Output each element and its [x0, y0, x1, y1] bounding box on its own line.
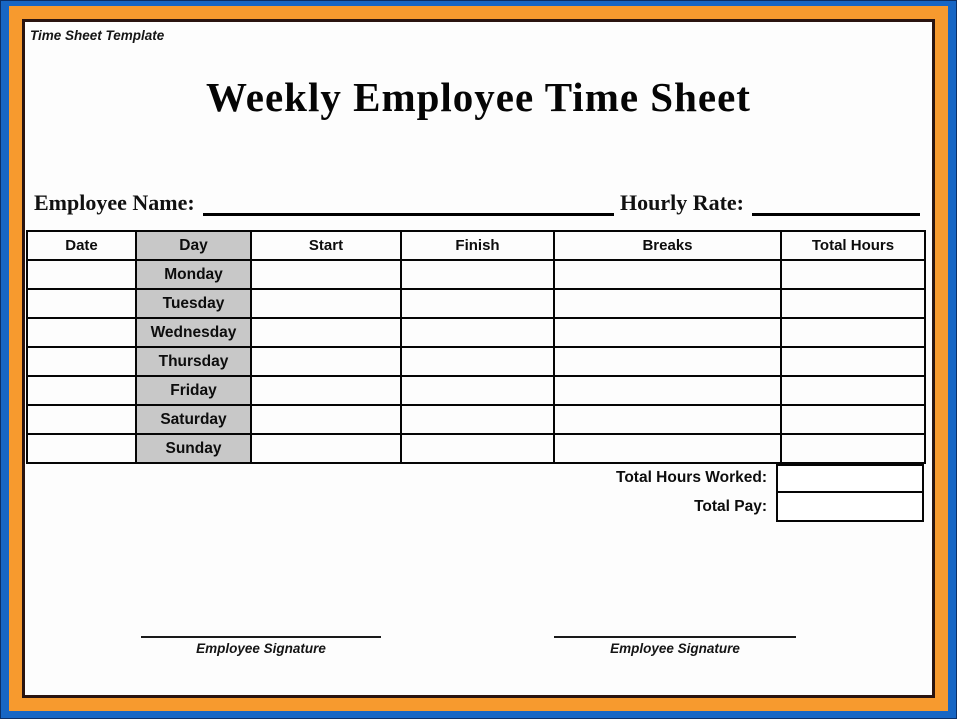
date-cell[interactable]	[27, 434, 136, 463]
total-hours-worked-box[interactable]	[776, 464, 924, 493]
employee-name-field[interactable]	[203, 189, 614, 216]
total-hours-cell[interactable]	[781, 347, 925, 376]
total-hours-worked-label: Total Hours Worked:	[616, 469, 767, 486]
col-header-start: Start	[251, 231, 401, 260]
start-cell[interactable]	[251, 289, 401, 318]
hourly-rate-field[interactable]	[752, 189, 920, 216]
breaks-cell[interactable]	[554, 260, 781, 289]
breaks-cell[interactable]	[554, 289, 781, 318]
col-header-finish: Finish	[401, 231, 554, 260]
total-hours-cell[interactable]	[781, 289, 925, 318]
signature-label-left: Employee Signature	[196, 641, 326, 656]
finish-cell[interactable]	[401, 347, 554, 376]
breaks-cell[interactable]	[554, 405, 781, 434]
header-row	[27, 231, 925, 260]
day-cell: Sunday	[136, 434, 251, 463]
col-header-total-hours: Total Hours	[781, 231, 925, 260]
start-cell[interactable]	[251, 318, 401, 347]
total-pay-label: Total Pay:	[694, 498, 767, 515]
timesheet-page	[22, 19, 935, 698]
total-hours-cell[interactable]	[781, 260, 925, 289]
signature-block-left	[141, 635, 381, 656]
start-cell[interactable]	[251, 347, 401, 376]
date-cell[interactable]	[27, 289, 136, 318]
date-cell[interactable]	[27, 260, 136, 289]
day-cell: Thursday	[136, 347, 251, 376]
finish-cell[interactable]	[401, 289, 554, 318]
signature-area	[25, 635, 932, 656]
date-cell[interactable]	[27, 405, 136, 434]
signature-label-right: Employee Signature	[610, 641, 740, 656]
finish-cell[interactable]	[401, 434, 554, 463]
table-row-sunday	[27, 434, 925, 463]
table-row-thursday	[27, 347, 925, 376]
table-row-monday	[27, 260, 925, 289]
finish-cell[interactable]	[401, 405, 554, 434]
start-cell[interactable]	[251, 434, 401, 463]
col-header-day: Day	[136, 231, 251, 260]
breaks-cell[interactable]	[554, 376, 781, 405]
start-cell[interactable]	[251, 376, 401, 405]
total-pay-box[interactable]	[776, 491, 924, 522]
timesheet-table	[26, 230, 926, 464]
template-watermark-label: Time Sheet Template	[30, 28, 165, 43]
table-row-friday	[27, 376, 925, 405]
day-cell: Wednesday	[136, 318, 251, 347]
finish-cell[interactable]	[401, 260, 554, 289]
start-cell[interactable]	[251, 260, 401, 289]
table-row-wednesday	[27, 318, 925, 347]
breaks-cell[interactable]	[554, 434, 781, 463]
total-pay-row	[26, 493, 924, 522]
signature-block-right	[554, 635, 796, 656]
hourly-rate-label: Hourly Rate:	[619, 190, 744, 215]
date-cell[interactable]	[27, 347, 136, 376]
orange-frame	[9, 6, 948, 711]
day-cell: Tuesday	[136, 289, 251, 318]
col-header-breaks: Breaks	[554, 231, 781, 260]
total-hours-worked-row	[26, 464, 924, 493]
finish-cell[interactable]	[401, 376, 554, 405]
page-title: Weekly Employee Time Sheet	[206, 74, 751, 120]
date-cell[interactable]	[27, 376, 136, 405]
col-header-date: Date	[27, 231, 136, 260]
finish-cell[interactable]	[401, 318, 554, 347]
date-cell[interactable]	[27, 318, 136, 347]
table-row-saturday	[27, 405, 925, 434]
total-hours-cell[interactable]	[781, 434, 925, 463]
employee-name-label: Employee Name:	[34, 190, 195, 215]
total-hours-cell[interactable]	[781, 376, 925, 405]
day-cell: Saturday	[136, 405, 251, 434]
start-cell[interactable]	[251, 405, 401, 434]
name-rate-row	[34, 185, 922, 217]
total-hours-cell[interactable]	[781, 318, 925, 347]
total-hours-cell[interactable]	[781, 405, 925, 434]
day-cell: Monday	[136, 260, 251, 289]
breaks-cell[interactable]	[554, 318, 781, 347]
breaks-cell[interactable]	[554, 347, 781, 376]
table-row-tuesday	[27, 289, 925, 318]
day-cell: Friday	[136, 376, 251, 405]
